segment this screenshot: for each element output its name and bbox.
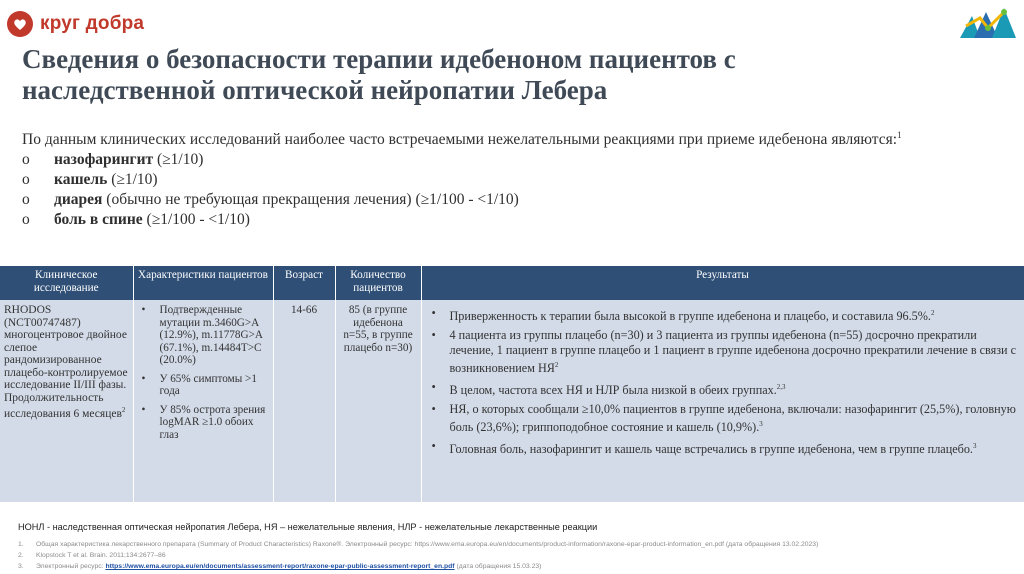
list-item [428,380,1018,398]
study-table [0,266,1024,502]
header-results: Результаты [421,266,1024,300]
reaction-term: назофарингит [54,151,154,169]
list-item [22,150,1012,170]
bullet-mark: • [431,328,436,343]
result-text: В целом, частота всех НЯ и НЛР была низкой в обеих группах. [449,383,777,398]
footnote-ref: 2 [554,361,559,370]
patients-cell [133,300,273,502]
footnote-ref: 2,3 [776,383,786,392]
list-item [22,190,1012,210]
study-cell [0,300,133,502]
list-item [22,210,1012,230]
list-item [428,402,1018,435]
reaction-frequency: (обычно не требующая прекращения лечения) (≥1/100 - <1/10) [102,191,519,209]
bullet-mark: o [22,211,30,229]
bullet-mark: o [22,151,30,169]
reference-text: Общая характеристика лекарственного препарата (Summary of Product Characteristics) Raxone®. Электронный ресурс: https://www.ema.europa.eu/en/documents/product-information/raxone-epar-product-information_en.pdf (дата обращения 13.02.2023) [36,541,819,548]
footnote-ref: 3 [972,442,977,451]
reference-link[interactable]: https://www.ema.europa.eu/en/documents/assessment-report/raxone-epar-public-assessment-report_en.pdf [105,563,455,570]
list-item [138,304,269,367]
footnote-ref: 3 [759,420,763,429]
header-patients: Характеристики пациентов [133,266,273,300]
count-cell: 85 (в группе идебенона n=55, в группе плацебо n=30) [335,300,421,502]
references [18,539,1018,572]
footnote-ref: 1 [897,130,902,140]
header-study: Клиническое исследование [0,266,133,300]
brand-name: круг добра [40,13,145,34]
patients-list [138,304,269,441]
organization-emblem-icon [958,4,1020,40]
heart-circle-icon [6,10,34,38]
reference-item [18,539,1018,550]
bullet-mark: • [141,372,146,385]
page-title: Сведения о безопасности терапии идебеноном пациентов с наследственной оптической нейропатии Лебера [22,44,736,105]
study-description: RHODOS (NCT00747487) многоцентровое двойное слепое рандомизированное плацебо-контролируемое исследование II/III фазы. Продолжительность исследования 6 месяцев [4,304,128,420]
footnote-ref: 2 [930,309,935,317]
list-item [428,306,1018,324]
bullet-mark: • [431,380,436,395]
intro-text [22,126,1012,149]
bullet-mark: • [141,403,146,416]
result-text: 4 пациента из группы плацебо (n=30) и 3 пациента из группы идебенона (n=55) досрочно прекратили лечение, 1 пациент в группе плацебо и 1 пациент в группе идебенона досрочно прекратили лечение в связи с возникновением НЯ [449,328,1017,376]
patient-characteristic: Подтвержденные мутации m.3460G>A (12.9%), m.11778G>A (67.1%), m.14484T>C (20.0%) [159,304,263,366]
table-header-row [0,266,1024,300]
reaction-frequency: (≥1/100 - <1/10) [142,211,250,229]
reaction-term: боль в спине [54,211,143,229]
list-item [138,373,269,398]
reference-number: 3. [18,563,24,570]
reference-suffix: (дата обращения 15.03.23) [454,563,542,570]
result-text: Головная боль, назофарингит и кашель чаще встречались в группе идебенона, чем в группе плацебо. [449,442,973,457]
header-age: Возраст [273,266,335,300]
list-item [428,328,1018,376]
list-item [428,439,1018,457]
bullet-mark: • [431,439,436,454]
bullet-mark: o [22,171,30,189]
bullet-mark: • [431,306,436,320]
header-count: Количество пациентов [335,266,421,300]
reaction-term: кашель [54,171,108,189]
bullet-mark: • [141,304,146,316]
intro-sentence: По данным клинических исследований наиболее часто встречаемыми нежелательными реакциями при приеме идебенона являются: [22,131,898,149]
adverse-reactions-list [22,150,1012,230]
reference-number: 2. [18,552,24,559]
reference-text: Klopstock T et al. Brain. 2011;134:2677–86 [36,552,166,559]
footnote-ref: 2 [121,406,126,414]
reference-prefix: Электронный ресурс: [36,563,106,570]
abbreviations-note: НОНЛ - наследственная оптическая нейропатия Лебера, НЯ – нежелательные явления, НЛР - нежелательные лекарственные реакции [18,522,598,532]
list-item [138,404,269,442]
list-item [22,170,1012,190]
bullet-mark: • [431,402,436,417]
result-text: НЯ, о которых сообщали ≥10,0% пациентов в группе идебенона, включали: назофарингит (25,5%), головную боль (23,6%); гриппоподобное состояние и кашель (10,9%). [449,402,1016,435]
reaction-term: диарея [54,191,103,209]
reaction-frequency: (≥1/10) [153,151,204,169]
brand-logo[interactable] [6,9,144,39]
results-cell [421,300,1024,502]
result-text: Приверженность к терапии была высокой в группе идебенона и плацебо, и составила 96.5%. [449,309,931,324]
results-list [428,306,1018,457]
table-row [0,300,1024,502]
reference-number: 1. [18,541,24,548]
patient-characteristic: У 65% симптомы >1 года [159,372,257,397]
patient-characteristic: У 85% острота зрения logMAR ≥1.0 обоих глаз [159,403,266,441]
intro-section [22,126,1012,230]
reference-item [18,550,1018,561]
bullet-mark: o [22,191,30,209]
reaction-frequency: (≥1/10) [107,171,158,189]
age-cell: 14-66 [273,300,335,502]
reference-item [18,561,1018,572]
